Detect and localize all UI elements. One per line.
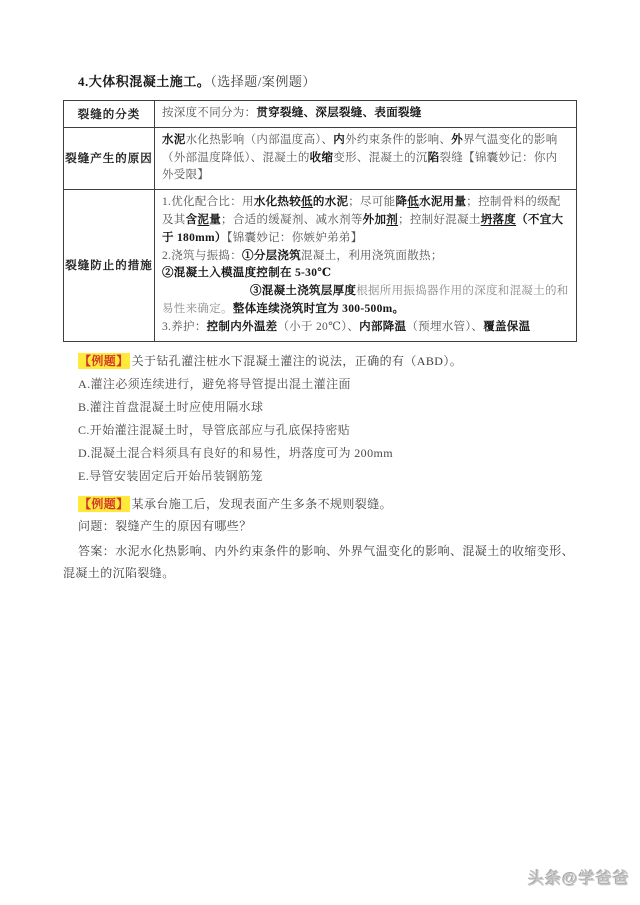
content-paragraph-mix: 1.优化配合比：用水化热较低的水泥；尽可能降低水泥用量；控制骨料的级配及其含泥量；合适的缓凝剂、减水剂等外加剂；控制好混凝土坍落度（不宜大于 180mm）【锦囊妙记：你嫉妒弟弟】 [162, 196, 564, 244]
question-line: 问题：裂缝产生的原因有哪些？ [78, 518, 252, 533]
option-item-c: C.开始灌注混凝土时，导管底部应与孔底保持密贴 [78, 422, 351, 437]
content-paragraph-pouring: 2.浇筑与振捣：①分层浇筑混凝土，利用浇筑面散热； [162, 249, 443, 262]
row-header-prevention: 裂缝防止的措施 [64, 190, 155, 341]
option-item-a: A.灌注必须连续进行，避免将导管提出混土灌注面 [78, 376, 351, 391]
row-content-causes [155, 127, 577, 189]
row-content-classification [155, 101, 577, 128]
row-content-prevention [155, 190, 577, 341]
option-item-b: B.灌注首盘混凝土时应使用隔水球 [78, 399, 264, 414]
example-intro: 关于钻孔灌注桩水下混凝土灌注的说法，正确的有（ABD）。 [131, 353, 463, 368]
example-tag: 【例题】 [79, 353, 129, 368]
content-paragraph-temperature: ②混凝土入模温度控制在 5-30℃ [162, 267, 332, 280]
table-row-classification [64, 101, 577, 128]
example-block-2 [63, 496, 577, 584]
crack-table [63, 100, 577, 342]
content-paragraph-curing: 3.养护：控制内外温差（小于 20℃）、内部降温（预埋水管）、覆盖保温 [162, 320, 531, 333]
row-header-causes: 裂缝产生的原因 [64, 127, 155, 189]
content-paragraph: 按深度不同分为：贯穿裂缝、深层裂缝、表面裂缝 [162, 107, 422, 119]
watermark: 头条@学爸爸 [528, 871, 630, 888]
option-item-d: D.混凝土混合料须具有良好的和易性，坍落度可为 200mm [78, 445, 393, 460]
content-paragraph: 水泥水化热影响（内部温度高）、内外约束条件的影响、外界气温变化的影响（外部温度降低）、混凝土的收缩变形、混凝土的沉陷裂缝【锦囊妙记：你内外受限】 [162, 133, 558, 182]
example-heading [78, 496, 577, 512]
row-header-classification: 裂缝的分类 [64, 101, 155, 128]
table-row-prevention [64, 190, 577, 341]
example-tag: 【例题】 [79, 496, 129, 511]
content-paragraph-layer-thickness: ③混凝土浇筑层厚度根据所用振捣器作用的深度和混凝土的和易性来确定。整体连续浇筑时宜为 300-500m。 [162, 285, 569, 315]
example-heading [78, 353, 577, 369]
document-content [63, 73, 577, 584]
example-block-1 [78, 353, 577, 484]
answer-line: 答案：水泥水化热影响、内外约束条件的影响、外界气温变化的影响、混凝土的收缩变形、混凝土的沉陷裂缝。 [63, 543, 575, 580]
table-row-causes [64, 127, 577, 189]
page-title: 4.大体积混凝土施工。（选择题/案例题） [78, 74, 316, 89]
option-item-e: E.导管安装固定后开始吊装钢筋笼 [78, 468, 263, 483]
example-intro: 某承台施工后，发现表面产生多条不规则裂缝。 [131, 496, 393, 511]
